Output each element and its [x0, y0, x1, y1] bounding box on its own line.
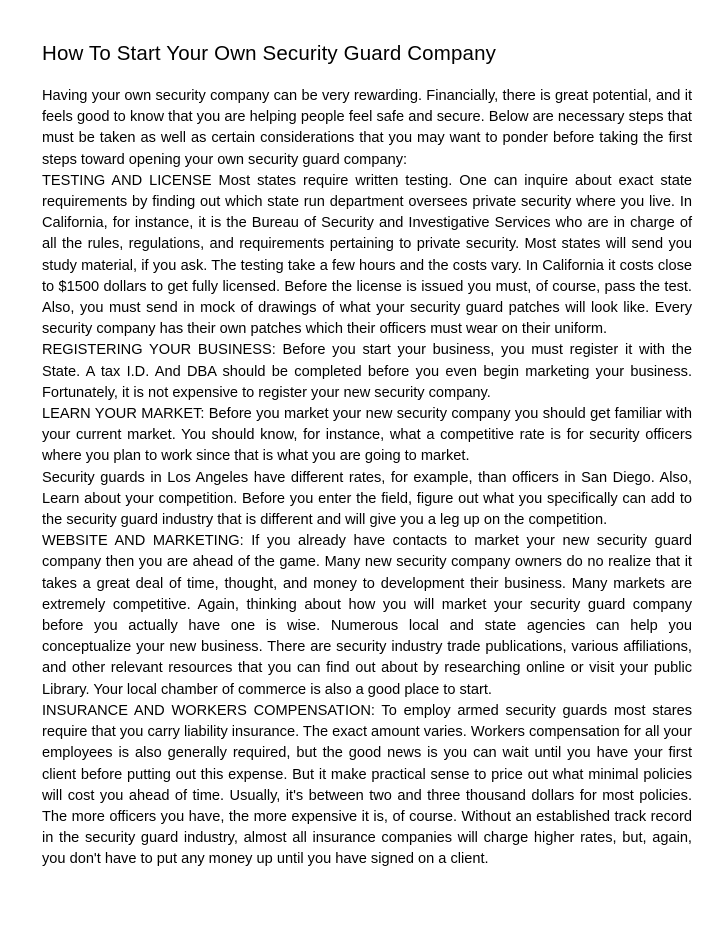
paragraph-intro: Having your own security company can be very rewarding. Financially, there is great potential, and it feels good to know that you are helping people feel safe and secure. Below are necessary steps that must be taken as well as certain considerations that you may want to ponder before taking the first steps toward opening your own security guard company: — [42, 88, 692, 168]
paragraph-insurance: INSURANCE AND WORKERS COMPENSATION: To employ armed security guards most stares require that you carry liability insurance. The exact amount varies. Workers compensation for all your employees is also generally required, but the good news is you can wait until you have your first client before putting out this expense. But it make practical sense to price out what minimal policies will cost you ahead of time. Usually, it's between two and three thousand dollars for most policies. The more officers you have, the more expensive it is, of course. Without an established track record in the security guard industry, almost all insurance companies will charge higher rates, but, again, you don't have to put any money up until you have signed on a client. — [42, 702, 692, 868]
article-body — [42, 86, 692, 871]
document-page — [42, 40, 692, 871]
paragraph-learn-market: LEARN YOUR MARKET: Before you market your new security company you should get familiar with your current market. You should know, for instance, what a competitive rate is for security officers where you plan to work since that is what you are going to market. — [42, 406, 692, 465]
paragraph-testing-and-license: TESTING AND LICENSE Most states require written testing. One can inquire about exact state requirements by finding out which state run department oversees private security where you live. In California, for instance, it is the Bureau of Security and Investigative Services who are in charge of all the rules, regulations, and requirements pertaining to private security. Most states will send you study material, if you ask. The testing take a few hours and the costs vary. In California it costs close to $1500 dollars to get fully licensed. Before the license is issued you must, of course, pass the test. Also, you must send in mock of drawings of what your security guard patches will look like. Every security company has their own patches which their officers must wear on their uniform. — [42, 172, 692, 338]
page-title: How To Start Your Own Security Guard Company — [42, 42, 497, 65]
paragraph-website-marketing: WEBSITE AND MARKETING: If you already have contacts to market your new security guard company then you are ahead of the game. Many new security company owners do no realize that it takes a great deal of time, thought, and money to development their business. Many markets are extremely competitive. Again, thinking about how you will market your security guard company before you actually have one is wise. Numerous local and state agencies can help you conceptualize your new business. There are security industry trade publications, various affiliations, and other relevant resources that you can find out about by researching online or visit your public Library. Your local chamber of commerce is also a good place to start. — [42, 533, 692, 698]
paragraph-registering-business: REGISTERING YOUR BUSINESS: Before you start your business, you must register it with the State. A tax I.D. And DBA should be completed before you even begin marketing your business. Fortunately, it is not expensive to register your new security company. — [42, 342, 692, 401]
paragraph-competition: Security guards in Los Angeles have different rates, for example, than officers in San Diego. Also, Learn about your competition. Before you enter the field, figure out what you specifically can add to the security guard industry that is different and will give you a leg up on the competition. — [42, 469, 692, 529]
